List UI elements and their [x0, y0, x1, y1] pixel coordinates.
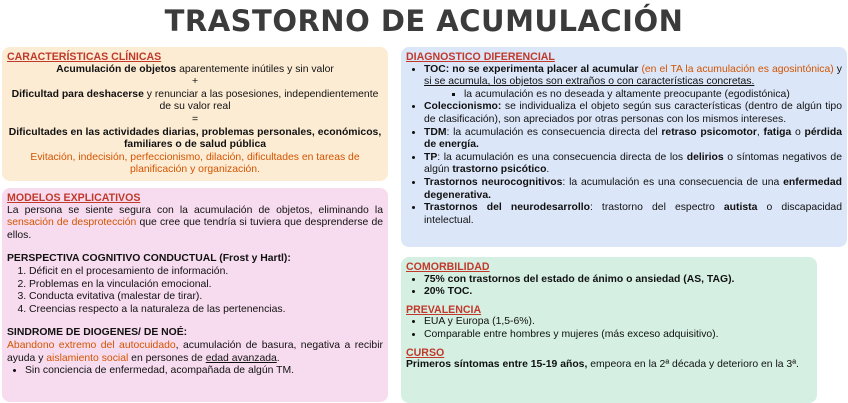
list-item-toc-sub: ▪ la acumulación es no deseada y altamente preocupante (egodistónica) — [464, 89, 842, 102]
course-heading: CURSO — [406, 346, 445, 359]
list-item: 4. Creencias respecto a la naturaleza de las pertenencias. — [29, 304, 383, 317]
diogenes-list — [7, 365, 383, 378]
cog-list — [7, 266, 383, 316]
clinical-line4: Evitación, indecisión, perfeccionismo, dilación, dificultades en tareas de planificación y organización. — [30, 151, 360, 176]
list-item: • 20% TOC. — [424, 286, 812, 299]
clinical-line2: Dificultad para deshacerse y renunciar a las posesiones, independientemente de su valor real — [11, 88, 379, 113]
comorbidity-heading: COMORBILIDAD — [406, 261, 490, 273]
models-box — [2, 188, 388, 402]
list-item-toc: • TOC: no se experimenta placer al acumular (en el TA la acumulación es agosintónica) y si se acumula, los objetos son extraños o con características concretas. ▪ la acumulación es no deseada y altamente preocupante (egodistónica) — [424, 64, 842, 102]
list-item: 3. Conducta evitativa (malestar de tirar). — [29, 291, 383, 304]
comorbidity-list — [406, 274, 812, 299]
clinical-line1: Acumulación de objetos aparentemente inútiles y sin valor — [56, 63, 334, 75]
list-item-tp: • TP: la acumulación es una consecuencia directa de los delirios o síntomas negativos de algún trastorno psicótico. — [424, 152, 842, 177]
list-item-neurocognitivos: • Trastornos neurocognitivos: la acumulación es una consecuencia de una enfermedad degenerativa. — [424, 177, 842, 202]
differential-box — [401, 47, 847, 247]
page-title: TRASTORNO DE ACUMULACIÓN — [164, 4, 684, 38]
prevalence-heading: PREVALENCIA — [406, 303, 482, 316]
diogenes-heading: SINDROME DE DIOGENES/ DE NOÉ: — [7, 327, 188, 339]
differential-list — [406, 64, 842, 228]
course-text: Primeros síntomas entre 15-19 años, empeora en la 2ª década y deterioro en la 3ª. — [406, 359, 799, 371]
clinical-line3: Dificultades en las actividades diarias, problemas personales, económicos, familiares o de salud pública — [8, 126, 382, 151]
list-item: • 75% con trastornos del estado de ánimo o ansiedad (AS, TAG). — [424, 274, 812, 287]
differential-heading: DIAGNOSTICO DIFERENCIAL — [406, 51, 555, 63]
diogenes-text: Abandono extremo del autocuidado, acumulación de basura, negativa a recibir ayuda y aislamiento social en persones de edad avanzada. — [7, 339, 383, 364]
models-intro: La persona se siente segura con la acumulación de objetos, eliminando la sensación de desprotección que cree que tendría si tuviera que desprenderse de ellos. — [7, 204, 384, 241]
list-item: 1. Déficit en el procesamiento de información. — [29, 266, 383, 279]
list-item: 2. Problemas en la vinculación emocional. — [29, 279, 383, 292]
list-item: • EUA y Europa (1,5-6%). — [424, 316, 812, 329]
plus-sign: + — [191, 76, 199, 88]
clinical-heading: CARACTERÍSTICAS CLÍNICAS — [7, 51, 162, 63]
cog-heading: PERSPECTIVA COGNITIVO CONDUCTUAL (Frost y Hartl): — [7, 253, 291, 265]
equals-sign: = — [191, 113, 199, 125]
list-item-tdm: • TDM: la acumulación es consecuencia directa del retraso psicomotor, fatiga o pérdida de energía. — [424, 127, 842, 152]
prevalence-list — [406, 316, 812, 341]
clinical-box — [2, 47, 388, 181]
comorbidity-box — [401, 257, 817, 403]
list-item: • Comparable entre hombres y mujeres (más exceso adquisitivo). — [424, 329, 812, 342]
list-item-coleccionismo: • Coleccionismo: se individualiza el objeto según sus características (dentro de algún tipo de clasificación), son apreciados por otras personas con los mismos intereses. — [424, 101, 842, 126]
models-heading: MODELOS EXPLICATIVOS — [7, 192, 141, 204]
list-item: • Sin conciencia de enfermedad, acompañada de algún TM. — [25, 365, 383, 378]
list-item-neurodesarrollo: • Trastornos del neurodesarrollo: trastorno del espectro autista o discapacidad intelectual. — [424, 202, 842, 227]
